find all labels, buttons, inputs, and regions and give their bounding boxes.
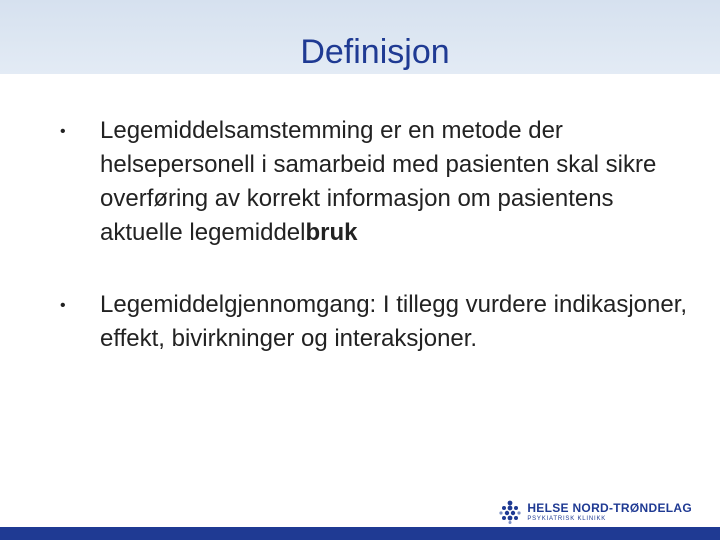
bullet-item [60,114,690,250]
bullet-text [100,288,690,356]
bullet-text-main: Legemiddelgjennomgang: I tillegg vurdere indikasjoner, effekt, bivirkninger og interaksjoner. [100,291,688,352]
bullet-item [60,288,690,356]
bullet-list [60,114,690,394]
helse-cross-dots-icon [499,500,521,524]
bullet-text [100,114,690,250]
logo-text [527,501,692,523]
bullet-text-bold: bruk [305,219,358,246]
organization-logo [499,500,692,524]
footer-bar [0,527,720,540]
logo-subtitle: PSYKIATRISK KLINIKK [527,516,607,522]
bullet-marker: • [60,123,66,140]
logo-name: HELSE NORD-TRØNDELAG [527,501,692,515]
bullet-marker: • [60,297,66,314]
slide-title: Definisjon [300,33,450,71]
bullet-text-main: Legemiddelsamstemming er en metode der helsepersonell i samarbeid med pasienten skal sikre overføring av korrekt informasjon om pasientens aktuelle legemiddel [100,117,657,246]
